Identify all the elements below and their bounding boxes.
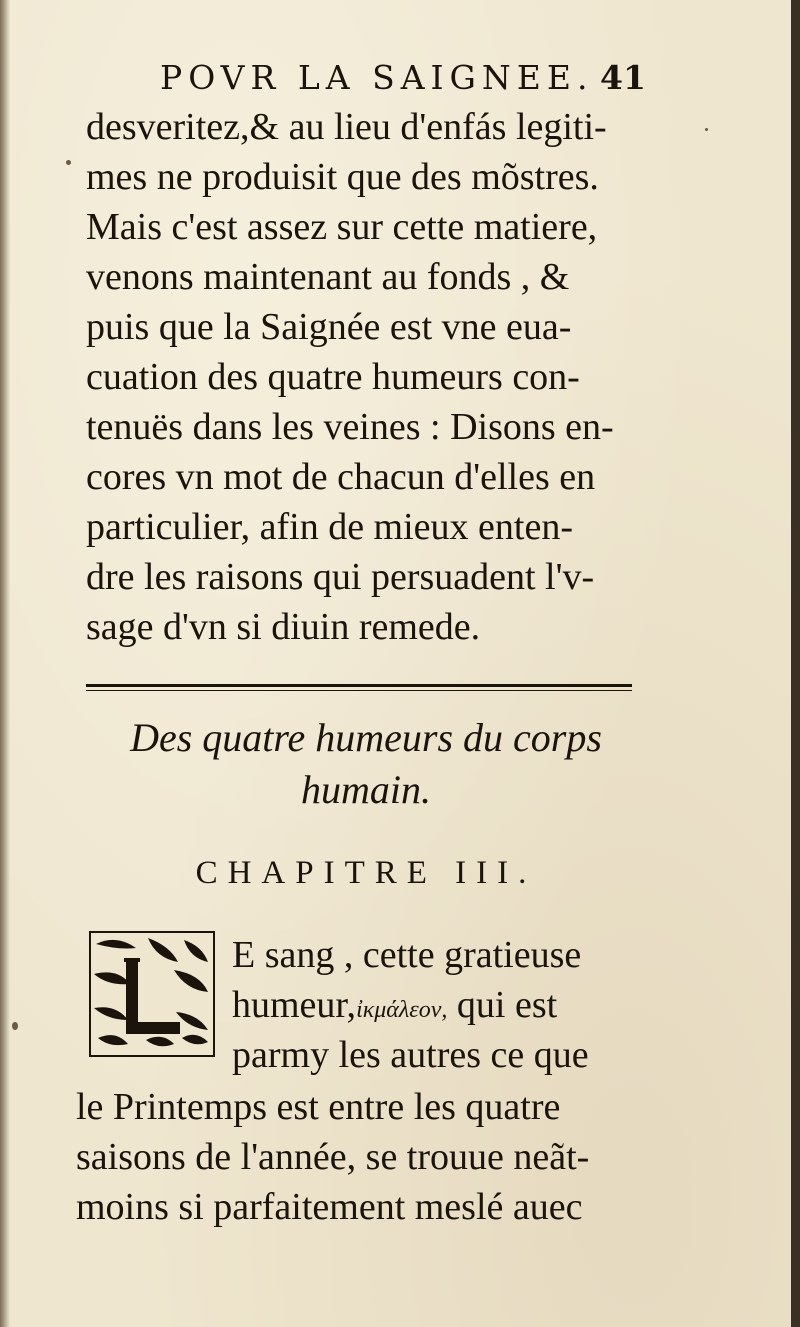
text-line: venons maintenant au fonds , & xyxy=(86,256,570,298)
text-line: puis que la Saignée est vne eua- xyxy=(86,306,572,348)
text-run: humeur, xyxy=(232,984,357,1026)
section-title-line-2: humain. xyxy=(301,767,431,812)
text-line: saisons de l'année, se trouue neãt- xyxy=(76,1136,590,1178)
text-line: moins si parfaitement meslé auec xyxy=(76,1186,583,1228)
section-title xyxy=(86,712,646,816)
text-line: mes ne produisit que des mõstres. xyxy=(86,156,599,198)
text-line: Mais c'est assez sur cette matiere, xyxy=(86,206,598,248)
running-title: POVR LA SAIGNEE. xyxy=(160,58,594,97)
page-edge-shadow xyxy=(791,0,800,1327)
text-run: qui est xyxy=(447,984,558,1026)
text-line: desveritez,& au lieu d'enfás legiti- xyxy=(86,106,607,148)
paragraph-2 xyxy=(76,1082,656,1232)
chapter-heading: CHAPITRE III. xyxy=(195,855,537,891)
text-line: cuation des quatre humeurs con- xyxy=(86,356,580,398)
text-line: tenuës dans les veines : Disons en- xyxy=(86,406,614,448)
paragraph-1 xyxy=(86,102,646,652)
page-gutter-shadow xyxy=(0,0,10,1327)
text-line: le Printemps est entre les quatre xyxy=(76,1086,561,1128)
text-line: particulier, afin de mieux enten- xyxy=(86,506,573,548)
drop-cap-ornament xyxy=(88,930,216,1058)
paragraph-2-beside-initial xyxy=(232,930,652,1080)
text-line: sage d'vn si diuin remede. xyxy=(86,606,481,648)
page-number: 41 xyxy=(600,58,646,97)
running-header xyxy=(160,58,670,102)
ink-speck xyxy=(12,1022,18,1030)
ink-speck xyxy=(66,160,71,165)
ornamental-foliage-initial-icon xyxy=(88,930,216,1058)
text-line: dre les raisons qui persuadent l'v- xyxy=(86,556,595,598)
section-title-line-1: Des quatre humeurs du corps xyxy=(130,715,602,760)
text-line: parmy les autres ce que xyxy=(232,1034,589,1076)
text-line: E sang , cette gratieuse xyxy=(232,934,582,976)
section-divider-rule xyxy=(86,684,632,687)
text-line xyxy=(232,980,652,1030)
ink-speck xyxy=(705,128,708,131)
greek-word: ἰκμάλεον, xyxy=(356,997,448,1023)
text-line: cores vn mot de chacun d'elles en xyxy=(86,456,596,498)
